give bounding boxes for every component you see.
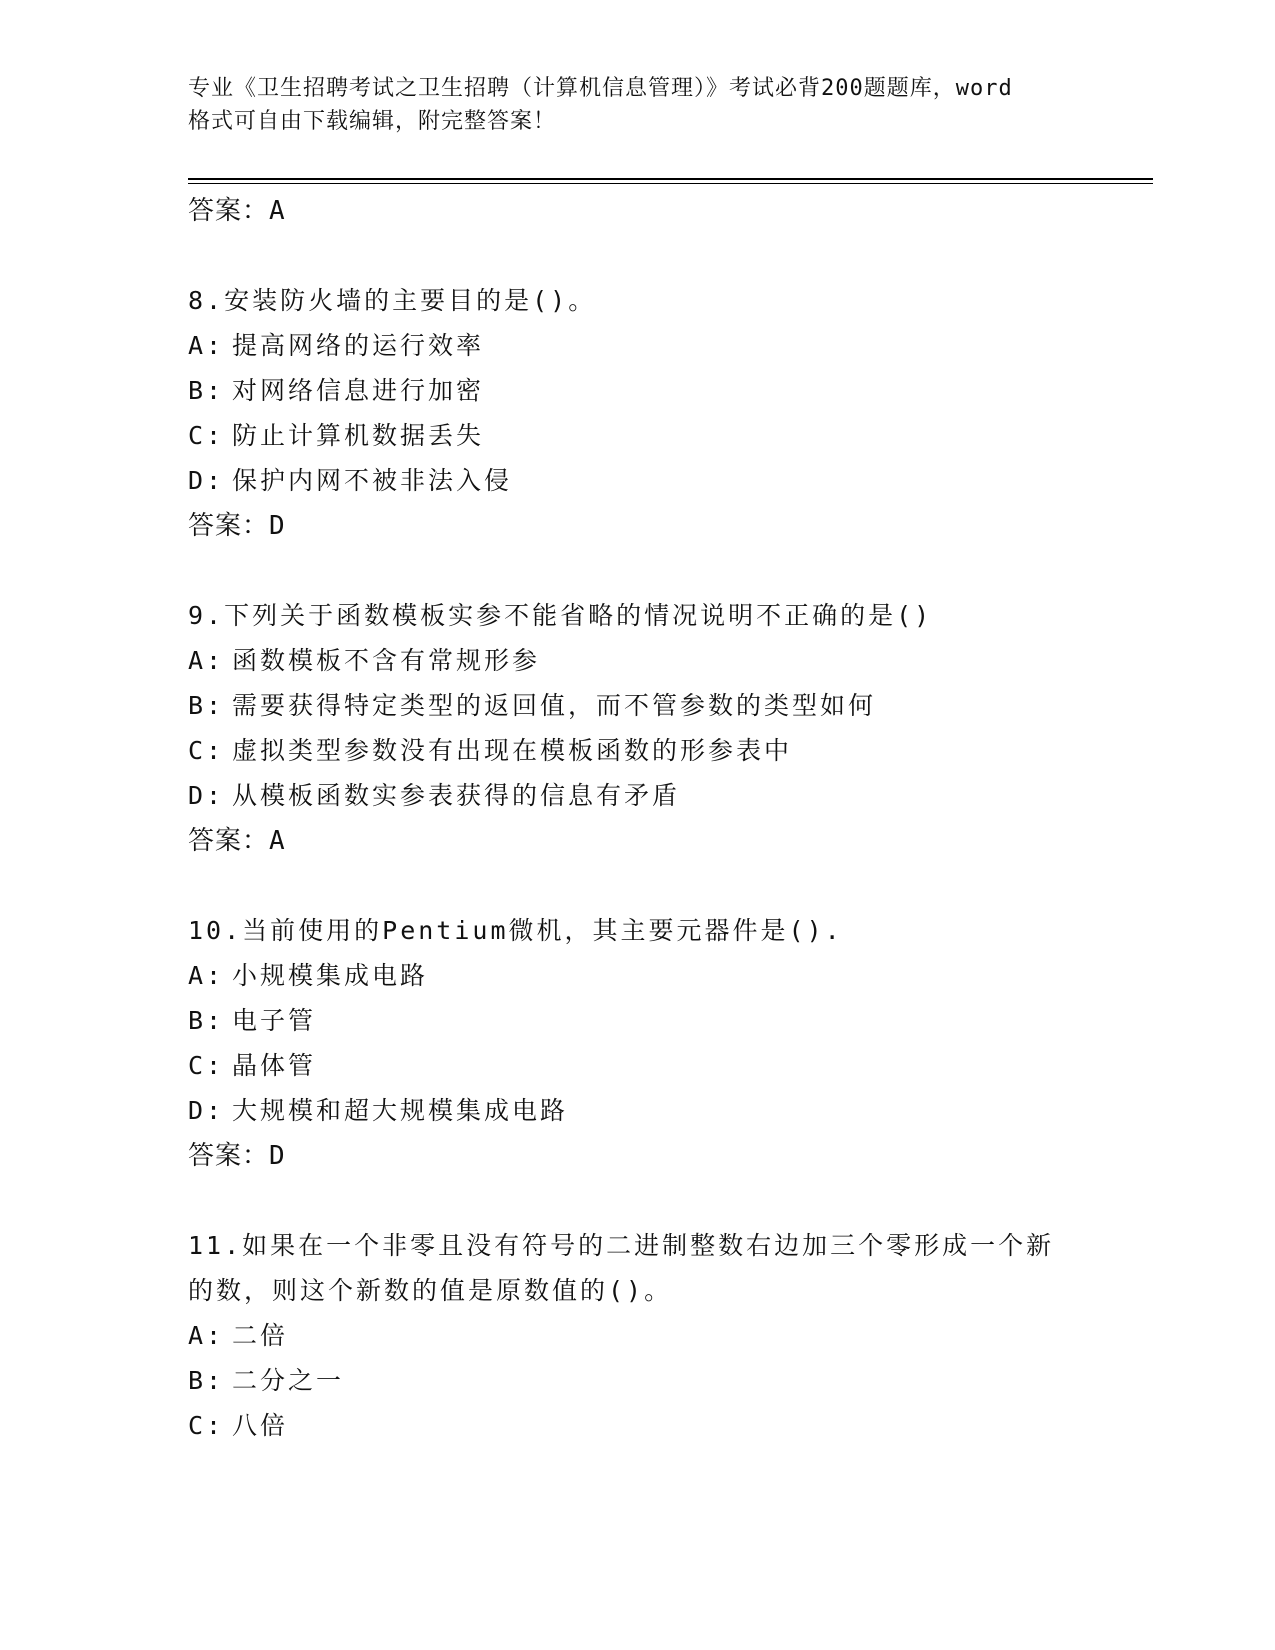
header-divider-thick [188,178,1153,180]
option-b [188,683,1148,728]
option-b [188,368,1148,413]
option-text: 从模板函数实参表获得的信息有矛盾 [232,781,681,810]
question-list [188,188,1148,1448]
option-letter: C: [188,736,225,765]
option-letter: A: [188,961,225,990]
option-letter: D: [188,781,225,810]
answer-value: D [269,511,286,541]
answer-label: 答案： [188,511,270,541]
question-11 [188,1223,1148,1448]
option-letter: A: [188,1321,225,1350]
question-stem-line-1: 11.如果在一个非零且没有符号的二进制整数右边加三个零形成一个新 [188,1231,1055,1260]
option-b [188,1358,1148,1403]
option-text: 二分之一 [232,1366,345,1395]
option-letter: D: [188,1096,225,1125]
option-letter: B: [188,691,225,720]
header-line-2: 格式可自由下载编辑，附完整答案！ [188,109,557,134]
option-c [188,1403,1148,1448]
previous-answer [188,188,1148,234]
answer-value: A [269,196,286,226]
option-d [188,458,1148,503]
option-letter: B: [188,1006,225,1035]
option-a [188,638,1148,683]
option-d [188,1088,1148,1133]
option-text: 二倍 [232,1321,289,1350]
answer-label: 答案： [188,196,270,226]
option-text: 晶体管 [232,1051,317,1080]
option-letter: C: [188,1411,225,1440]
option-letter: A: [188,646,225,675]
question-stem: 8.安装防火墙的主要目的是()。 [188,286,597,315]
answer-value: A [269,826,286,856]
option-letter: B: [188,376,225,405]
option-a [188,953,1148,998]
header-divider-thin [188,183,1153,184]
option-text: 提高网络的运行效率 [232,331,485,360]
option-c [188,413,1148,458]
option-letter: D: [188,466,225,495]
option-a [188,323,1148,368]
question-answer [188,1133,1148,1179]
question-stem: 10.当前使用的Pentium微机，其主要元器件是(). [188,916,843,945]
option-letter: B: [188,1366,225,1395]
option-d [188,773,1148,818]
option-text: 保护内网不被非法入侵 [232,466,513,495]
option-text: 八倍 [232,1411,289,1440]
question-8 [188,278,1148,549]
option-text: 电子管 [232,1006,317,1035]
question-stem-line-2: 的数，则这个新数的值是原数值的()。 [188,1276,673,1305]
option-letter: C: [188,1051,225,1080]
question-10 [188,908,1148,1179]
header-line-1: 专业《卫生招聘考试之卫生招聘（计算机信息管理）》考试必背200题题库，word [188,76,1013,101]
option-letter: C: [188,421,225,450]
option-text: 函数模板不含有常规形参 [232,646,541,675]
question-stem: 9.下列关于函数模板实参不能省略的情况说明不正确的是() [188,601,933,630]
question-answer [188,818,1148,864]
answer-value: D [269,1141,286,1171]
answer-label: 答案： [188,826,270,856]
option-text: 小规模集成电路 [232,961,429,990]
answer-label: 答案： [188,1141,270,1171]
option-c [188,728,1148,773]
question-stem [188,1223,1148,1313]
option-text: 大规模和超大规模集成电路 [232,1096,569,1125]
question-9 [188,593,1148,864]
option-text: 对网络信息进行加密 [232,376,485,405]
document-header [188,72,1088,138]
option-text: 需要获得特定类型的返回值，而不管参数的类型如何 [232,691,877,720]
option-text: 虚拟类型参数没有出现在模板函数的形参表中 [232,736,793,765]
option-c [188,1043,1148,1088]
option-text: 防止计算机数据丢失 [232,421,485,450]
option-letter: A: [188,331,225,360]
option-a [188,1313,1148,1358]
option-b [188,998,1148,1043]
question-answer [188,503,1148,549]
